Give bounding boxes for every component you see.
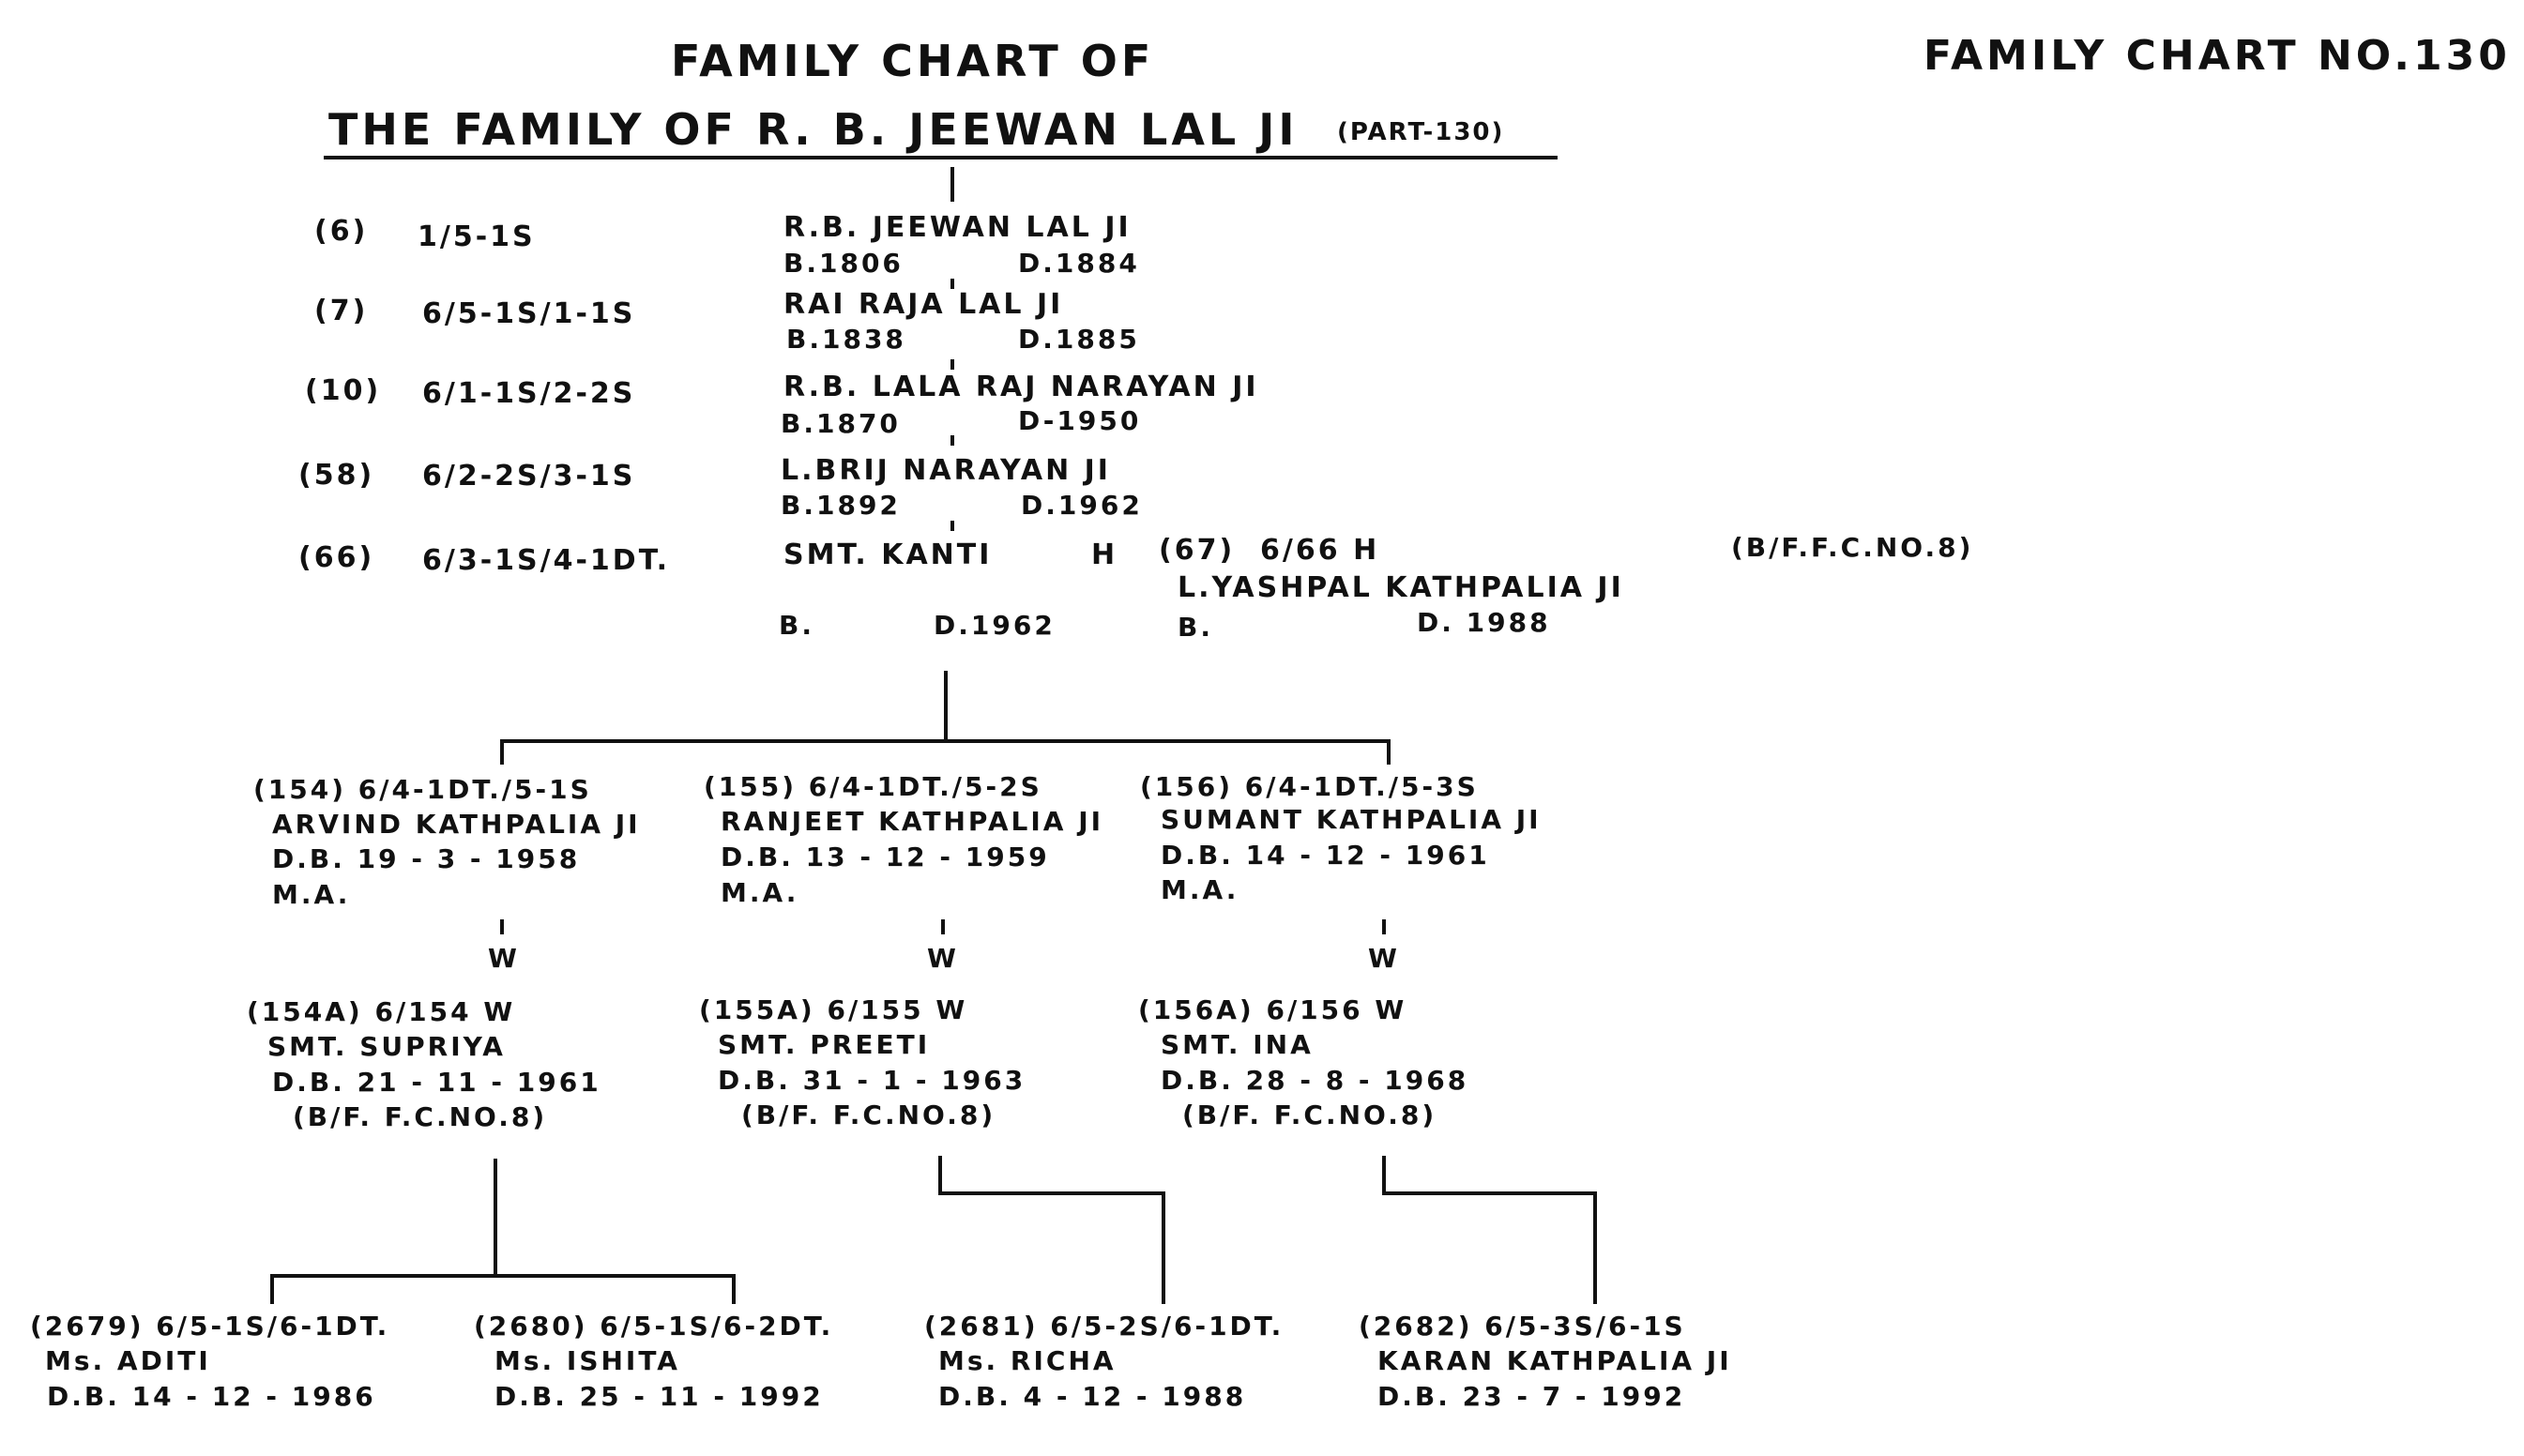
generation-number: (7)	[314, 295, 369, 327]
wife-reference: (B/F. F.C.NO.8)	[1182, 1100, 1437, 1130]
generation-number: (6)	[314, 215, 369, 248]
relation-code: 1/5-1S	[418, 220, 536, 253]
death-year: D.1962	[934, 610, 1056, 641]
relation-code: 6/3-1S/4-1DT.	[422, 544, 670, 577]
wife-marker: W	[927, 943, 959, 974]
child-name: RANJEET KATHPALIA JI	[721, 806, 1104, 837]
grandchild-number: (2681) 6/5-2S/6-1DT.	[924, 1311, 1285, 1342]
person-name: RAI RAJA LAL JI	[783, 288, 1064, 321]
death-year: D.1962	[1021, 490, 1143, 521]
grandchild-name: Ms. RICHA	[938, 1345, 1117, 1376]
wife-name: SMT. SUPRIYA	[267, 1031, 506, 1062]
child-name: SUMANT KATHPALIA JI	[1161, 804, 1542, 835]
death-year: D-1950	[1018, 405, 1142, 436]
child-dob: D.B. 13 - 12 - 1959	[721, 842, 1050, 872]
death-year: D.1884	[1018, 248, 1140, 279]
wife-reference: (B/F. F.C.NO.8)	[741, 1100, 996, 1130]
wife-reference: (B/F. F.C.NO.8)	[293, 1101, 548, 1132]
wife-number: (154A) 6/154 W	[247, 996, 516, 1027]
relation-code: 6/5-1S/1-1S	[422, 297, 636, 330]
grandchild-dob: D.B. 14 - 12 - 1986	[47, 1381, 376, 1412]
grandchild-dob: D.B. 4 - 12 - 1988	[938, 1381, 1247, 1412]
birth-year: B.	[779, 610, 814, 641]
grandchild-name: KARAN KATHPALIA JI	[1377, 1345, 1732, 1376]
child-education: M.A.	[721, 877, 799, 908]
person-name: R.B. LALA RAJ NARAYAN JI	[783, 371, 1259, 403]
wife-number: (155A) 6/155 W	[699, 994, 968, 1025]
connector-2682	[1384, 1156, 1595, 1304]
husband-reference: (B/F.F.C.NO.8)	[1731, 532, 1974, 563]
generation-number: (10)	[305, 374, 382, 407]
generation-number: (66)	[298, 541, 375, 574]
chart-part: (PART-130)	[1337, 118, 1505, 146]
wife-dob: D.B. 21 - 11 - 1961	[272, 1067, 601, 1098]
child-name: ARVIND KATHPALIA JI	[272, 809, 641, 840]
person-name: R.B. JEEWAN LAL JI	[783, 211, 1132, 244]
death-year: D.1885	[1018, 324, 1140, 355]
birth-year: B.1870	[781, 408, 901, 439]
generation-number: (58)	[298, 459, 375, 492]
wife-dob: D.B. 28 - 8 - 1968	[1161, 1065, 1469, 1096]
chart-number: FAMILY CHART NO.130	[1923, 32, 2511, 80]
husband-death: D. 1988	[1417, 607, 1551, 638]
wife-name: SMT. PREETI	[718, 1029, 931, 1060]
husband-number: (67) 6/66 H	[1159, 534, 1380, 567]
grandchild-number: (2679) 6/5-1S/6-1DT.	[30, 1311, 390, 1342]
birth-year: B.1892	[781, 490, 901, 521]
relation-code: 6/1-1S/2-2S	[422, 377, 636, 410]
child-number: (156) 6/4-1DT./5-3S	[1140, 771, 1479, 802]
wife-marker: W	[488, 943, 520, 974]
person-name: SMT. KANTI	[783, 538, 993, 571]
chart-title-line1: FAMILY CHART OF	[671, 36, 1155, 86]
relation-code: 6/2-2S/3-1S	[422, 460, 636, 493]
birth-year: B.1806	[783, 248, 904, 279]
husband-birth: B.	[1178, 612, 1213, 643]
grandchild-dob: D.B. 25 - 11 - 1992	[494, 1381, 824, 1412]
wife-name: SMT. INA	[1161, 1029, 1314, 1060]
grandchild-dob: D.B. 23 - 7 - 1992	[1377, 1381, 1686, 1412]
chart-title-line2: THE FAMILY OF R. B. JEEWAN LAL JI	[328, 104, 1299, 155]
child-dob: D.B. 19 - 3 - 1958	[272, 843, 581, 874]
grandchild-name: Ms. ISHITA	[494, 1345, 680, 1376]
birth-year: B.1838	[786, 324, 906, 355]
wife-marker: W	[1368, 943, 1400, 974]
grandchild-number: (2680) 6/5-1S/6-2DT.	[474, 1311, 834, 1342]
child-number: (154) 6/4-1DT./5-1S	[253, 774, 592, 805]
child-education: M.A.	[272, 879, 351, 910]
person-name: L.BRIJ NARAYAN JI	[781, 454, 1111, 487]
grandchild-number: (2682) 6/5-3S/6-1S	[1359, 1311, 1686, 1342]
husband-name: L.YASHPAL KATHPALIA JI	[1178, 571, 1624, 604]
wife-dob: D.B. 31 - 1 - 1963	[718, 1065, 1026, 1096]
child-number: (155) 6/4-1DT./5-2S	[704, 771, 1042, 802]
grandchild-name: Ms. ADITI	[45, 1345, 211, 1376]
wife-number: (156A) 6/156 W	[1138, 994, 1407, 1025]
husband-marker: H	[1091, 538, 1118, 571]
child-dob: D.B. 14 - 12 - 1961	[1161, 840, 1490, 871]
connector-2681	[940, 1156, 1163, 1304]
child-education: M.A.	[1161, 874, 1239, 905]
